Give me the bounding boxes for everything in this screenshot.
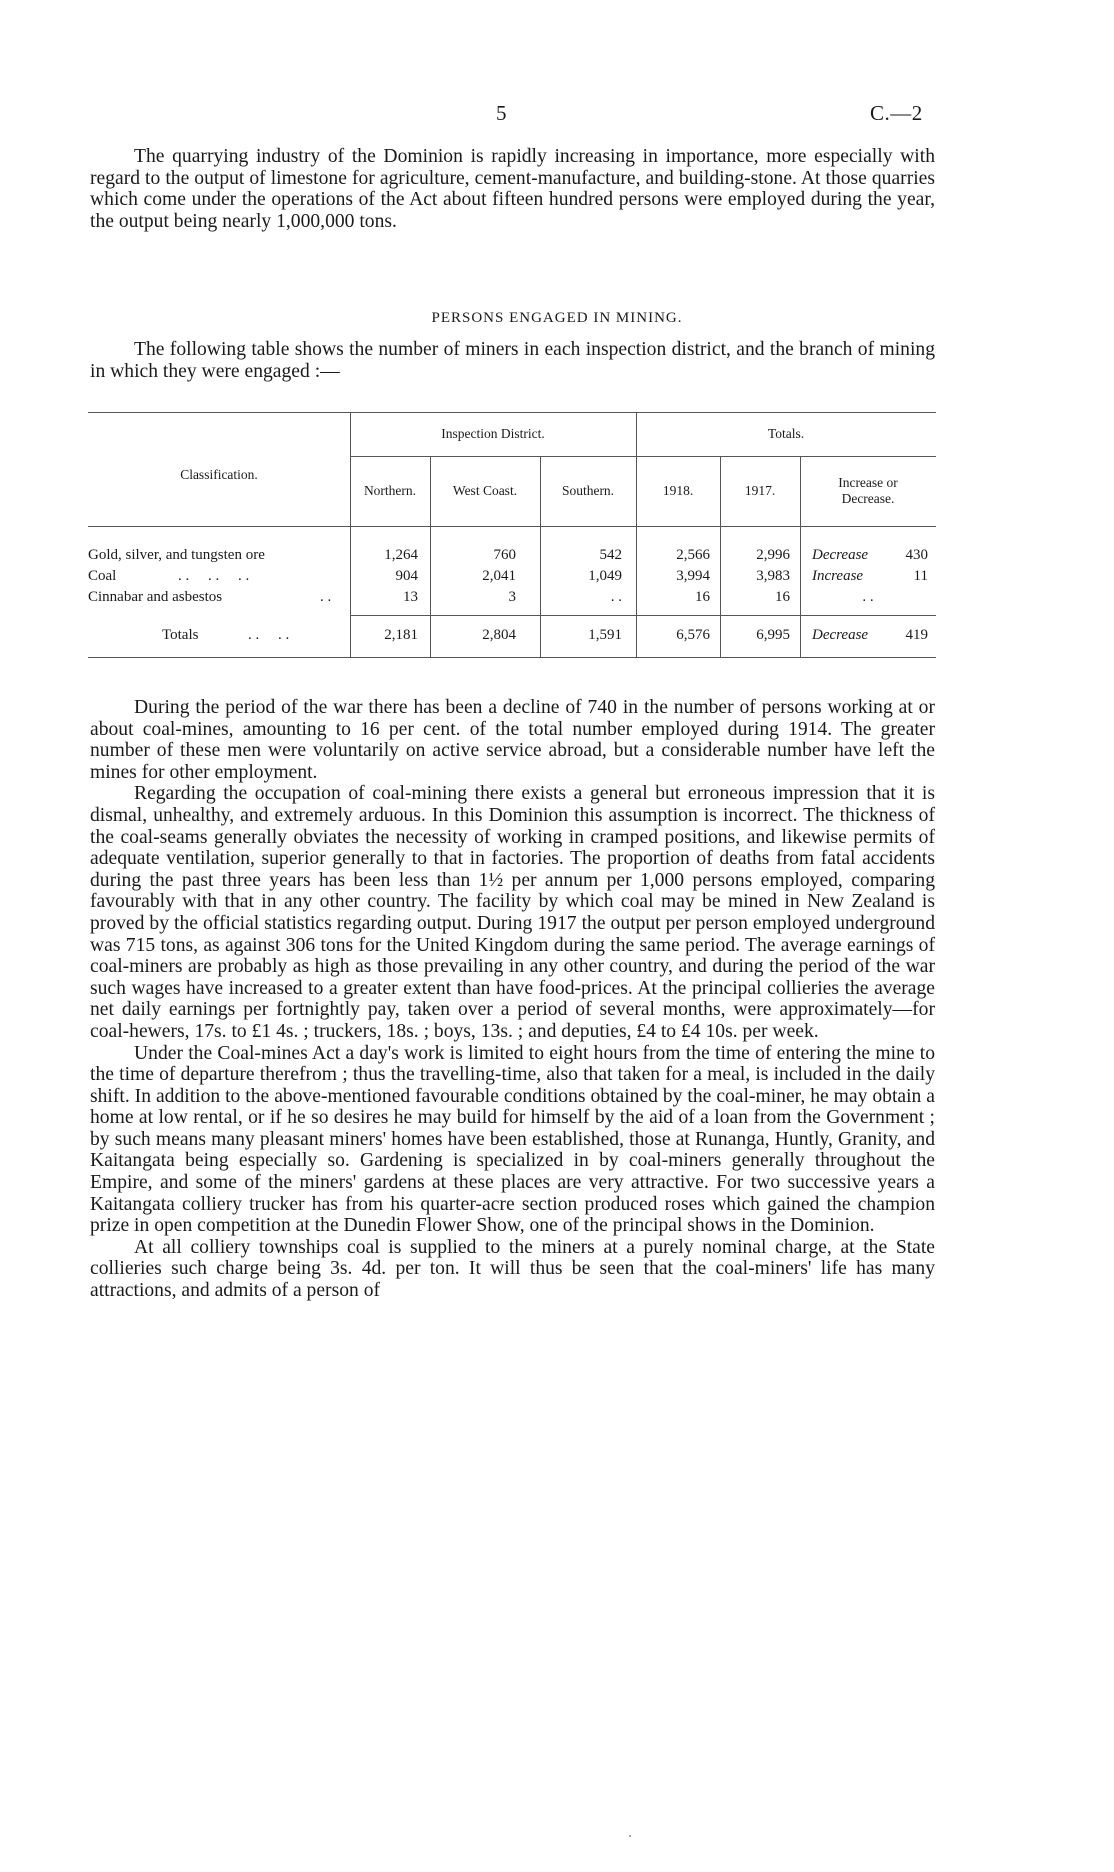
section-title: PERSONS ENGAGED IN MINING. — [431, 310, 683, 326]
table-intro-paragraph: The following table shows the number of miners in each inspection district, and the branch of mining in which they were engaged :— — [90, 339, 935, 382]
cell-1918: 16 — [695, 589, 710, 605]
total-west-coast: 2,804 — [482, 627, 516, 643]
paragraph-war-decline: During the period of the war there has been a decline of 740 in the number of persons working at or about coal-mines, amounting to 16 per cent. of the total number employed during 1914. The greater number of these men were voluntarily on active service abroad, but a considerable number have left the mines for other employment. — [90, 697, 935, 783]
cell-change-value: 430 — [905, 547, 928, 563]
table-intro-section — [90, 339, 935, 382]
header-classification: Classification. — [180, 467, 258, 482]
page-number: 5 — [496, 101, 507, 125]
cell-change-value: . . — [862, 589, 874, 605]
totals-label: Totals — [162, 627, 199, 643]
cell-southern: . . — [610, 589, 622, 605]
intro-section — [90, 146, 935, 232]
header-totals: Totals. — [767, 426, 805, 441]
header-1918: 1918. — [662, 483, 694, 498]
total-southern: 1,591 — [588, 627, 622, 643]
paragraph-colliery-townships: At all colliery townships coal is supplied to the miners at a purely nominal charge, at the State collieries such charge being 3s. 4d. per ton. It will thus be seen that the coal-miners' life has many attractions, and admits of a person of — [90, 1236, 935, 1302]
cell-1918: 3,994 — [676, 568, 710, 584]
header-change-line1: Increase or — [838, 475, 898, 490]
row-label: Gold, silver, and tungsten ore — [88, 547, 265, 563]
header-1917: 1917. — [744, 483, 776, 498]
cell-1917: 16 — [775, 589, 790, 605]
row-label: Cinnabar and asbestos — [88, 589, 223, 605]
cell-1917: 2,996 — [756, 547, 790, 563]
header-inspection-district: Inspection District. — [441, 426, 545, 441]
header-west-coast: West Coast. — [452, 483, 518, 498]
header-change-line2: Decrease. — [841, 491, 895, 506]
totals-leader-dots: . . . . — [248, 627, 290, 643]
header-southern: Southern. — [561, 483, 615, 498]
body-text — [90, 697, 935, 1302]
cell-change-word: Increase — [812, 568, 864, 584]
scan-speck — [629, 1835, 631, 1837]
total-1917: 6,995 — [756, 627, 790, 643]
row-leader-dots: . . . . . . — [178, 568, 250, 584]
total-northern: 2,181 — [384, 627, 418, 643]
cell-northern: 1,264 — [384, 547, 418, 563]
header-northern: Northern. — [363, 483, 417, 498]
paragraph-coal-mining-conditions: Regarding the occupation of coal-mining there exists a general but erroneous impression that it is dismal, unhealthy, and extremely arduous. In this Dominion this assumption is incorrect. The thickness of the coal-seams generally obviates the necessity of working in cramped positions, and likewise permits of adequate ventilation, superior generally to that in factories. The proportion of deaths from fatal accidents during the past three years has been less than 1½ per annum per 1,000 persons employed, comparing favourably with that in any other country. The facility by which coal may be mined in New Zealand is proved by the official statistics regarding output. During 1917 the output per person employed underground was 715 tons, as against 306 tons for the United Kingdom during the same period. The average earnings of coal-miners are probably as high as those prevailing in any other country, and during the period of the war such wages have increased to a greater extent than have food-prices. At the principal collieries the average net daily earnings per fortnightly pay, taken over a period of several months, were approximately—for coal-hewers, 17s. to £1 4s. ; truckers, 18s. ; boys, 13s. ; and deputies, £4 to £4 10s. per week. — [90, 783, 935, 1042]
document-reference: C.—2 — [870, 101, 923, 125]
row-label: Coal — [88, 568, 117, 584]
cell-southern: 1,049 — [588, 568, 622, 584]
page-header — [0, 101, 1114, 131]
paragraph-coal-mines-act: Under the Coal-mines Act a day's work is limited to eight hours from the time of entering the mine to the time of departure therefrom ; thus the travelling-time, also that taken for a meal, is included in the daily shift. In addition to the above-mentioned favourable conditions obtained by the coal-miner, he may obtain a home at low rental, or if he so desires he may build for himself by the aid of a loan from the Government ; by such means many pleasant miners' homes have been established, those at Runanga, Huntly, Granity, and Kaitangata being especially so. Gardening is specialized in by coal-miners generally throughout the Empire, and some of the miners' gardens at these places are very attractive. For two successive years a Kaitangata colliery trucker has from his quarter-acre section produced roses which gained the champion prize in open competition at the Dunedin Flower Show, one of the principal shows in the Dominion. — [90, 1042, 935, 1237]
cell-west-coast: 760 — [493, 547, 516, 563]
cell-northern: 904 — [395, 568, 418, 584]
total-change-word: Decrease — [812, 627, 869, 643]
cell-northern: 13 — [403, 589, 418, 605]
cell-change-word: Decrease — [812, 547, 869, 563]
cell-1918: 2,566 — [676, 547, 710, 563]
total-change-value: 419 — [905, 627, 928, 643]
cell-change-value: 11 — [913, 568, 928, 584]
miners-table — [88, 410, 936, 673]
cell-west-coast: 2,041 — [482, 568, 516, 584]
cell-southern: 542 — [599, 547, 622, 563]
cell-west-coast: 3 — [508, 589, 516, 605]
row-leader-dots: . . — [320, 589, 332, 605]
cell-1917: 3,983 — [756, 568, 790, 584]
total-1918: 6,576 — [676, 627, 710, 643]
intro-paragraph: The quarrying industry of the Dominion is rapidly increasing in importance, more especially with regard to the output of limestone for agriculture, cement-manufacture, and building-stone. At those quarries which come under the operations of the Act about fifteen hundred persons were employed during the year, the output being nearly 1,000,000 tons. — [90, 146, 935, 232]
